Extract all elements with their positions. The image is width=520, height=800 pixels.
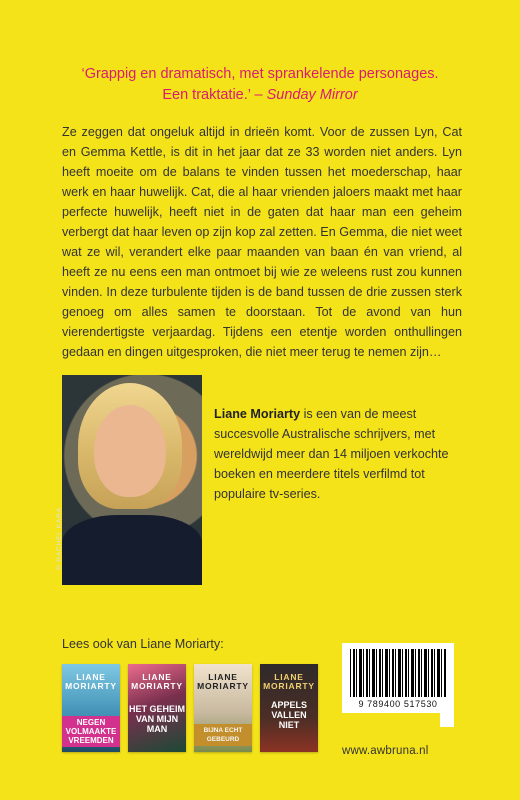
author-bio <box>214 404 464 504</box>
also-by-label: Lees ook van Liane Moriarty: <box>62 637 224 651</box>
photo-credit: © RACHEL KARA <box>55 507 63 570</box>
author-name: Liane Moriarty <box>214 407 301 421</box>
review-source: Sunday Mirror <box>266 87 358 103</box>
isbn-barcode <box>342 643 454 713</box>
book-blurb: Ze zeggen dat ongeluk altijd in drieën komt. Voor de zussen Lyn, Cat en Gemma Kettle, is dit in het jaar dat ze 33 worden niet anders. Lyn heeft moeite om de balans te vinden tussen het moederschap, haar werk en haar huwelijk. Cat, die al haar vrienden jaloers maakt met haar perfecte huwelijk, heeft niet in de gaten dat haar man een geheim verbergt dat haar leven op zijn kop zal zetten. En Gemma, die niet weet wat ze wil, verandert elke paar maanden van baan én van vriend, al heeft ze nu eens een man ontmoet bij wie ze weleens rust zou kunnen vinden. In deze turbulente tijden is de band tussen de drie zussen sterk genoeg om alles samen te doorstaan. Tot de avond van hun vierendertigste verjaardag. Tijdens een etentje worden onthullingen gedaan en dingen uitgesproken, die niet meer terug te nemen zijn… <box>62 125 462 359</box>
author-photo-shirt <box>62 515 202 585</box>
author-bio-text: is een van de meest succesvolle Australische schrijvers, met wereldwijd meer dan 14 miljoen verkochte boeken en meerdere titels verfilmd tot populaire tv-series. <box>214 407 449 501</box>
cover-title: NEGEN VOLMAAKTE VREEMDEN <box>62 716 120 747</box>
review-quote-line-1: ‘Grappig en dramatisch, met sprankelende personages. <box>81 66 439 82</box>
barcode-notch <box>440 713 454 727</box>
barcode-bars <box>350 649 446 697</box>
cover-author: LIANE MORIARTY <box>131 672 183 691</box>
isbn-number: 9 789400 517530 <box>358 699 438 709</box>
author-photo <box>55 375 202 577</box>
review-quote <box>40 64 480 106</box>
cover-title: HET GEHEIM VAN MIJN MAN <box>128 704 185 734</box>
book-cover-appels-vallen-niet <box>260 664 318 752</box>
cover-author: LIANE MORIARTY <box>263 672 315 691</box>
book-cover-negen-volmaakte-vreemden <box>62 664 120 752</box>
review-quote-line-2 <box>40 85 480 106</box>
cover-author: LIANE MORIARTY <box>197 672 249 691</box>
publisher-url: www.awbruna.nl <box>342 745 429 757</box>
book-cover-het-geheim-van-mijn-man <box>128 664 186 752</box>
cover-author: LIANE MORIARTY <box>65 672 117 691</box>
book-cover-bijna-echt-gebeurd <box>194 664 252 752</box>
cover-title: APPELS VALLEN NIET <box>270 700 307 730</box>
author-photo-face <box>94 405 166 497</box>
cover-title: BIJNA ECHT GEBEURD <box>194 724 252 746</box>
review-quote-text: Een traktatie.’ – <box>162 87 267 103</box>
